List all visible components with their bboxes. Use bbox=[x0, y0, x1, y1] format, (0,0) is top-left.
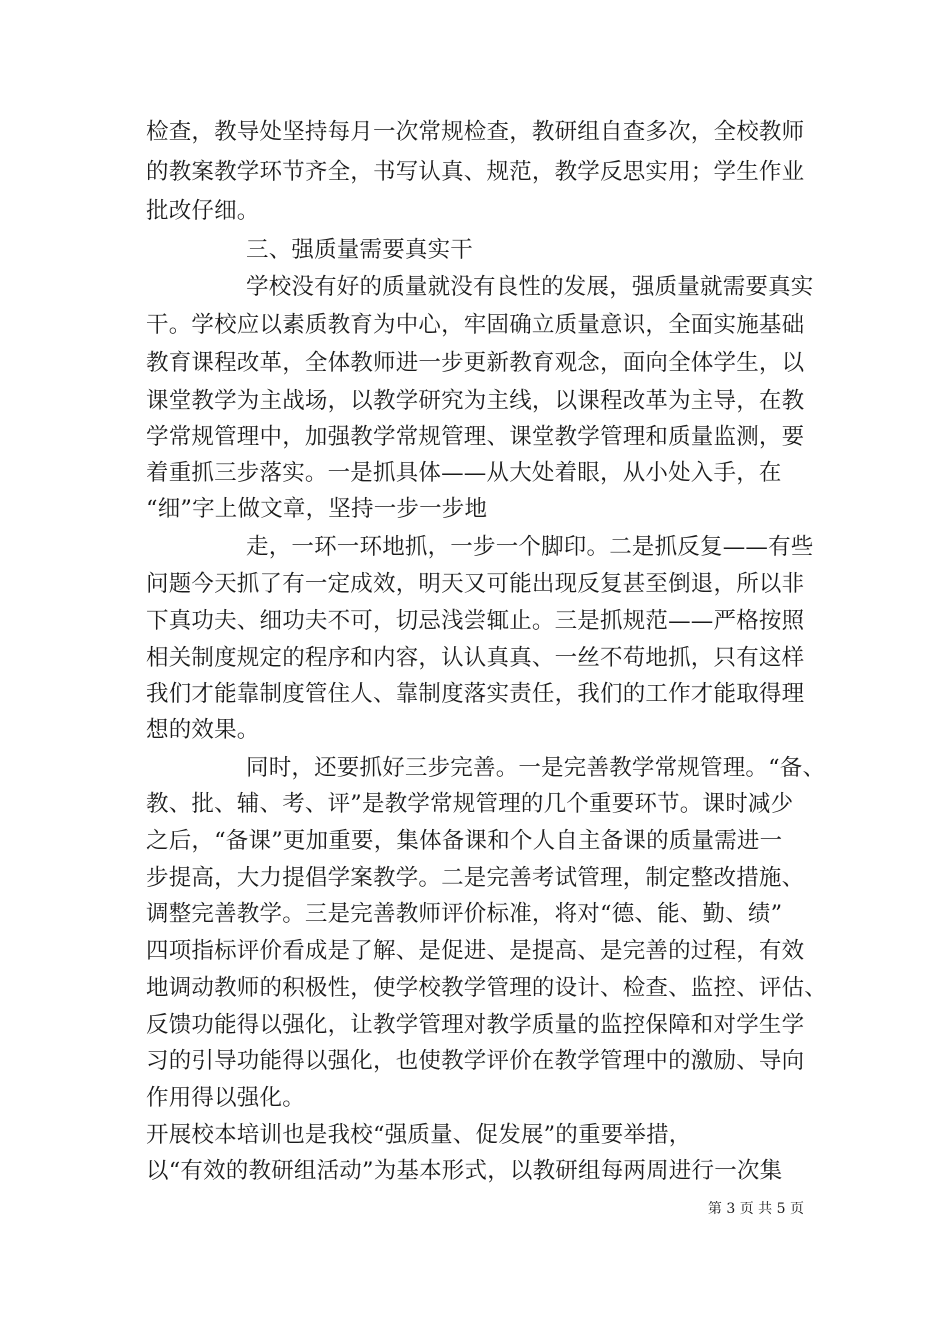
page-number: 第 3 页 共 5 页 bbox=[707, 1201, 804, 1217]
body-line: 走，一环一环地抓，一步一个脚印。二是抓反复——有些 bbox=[246, 534, 814, 560]
body-line: 同时，还要抓好三步完善。一是完善教学常规管理。“备、 bbox=[246, 755, 826, 781]
body-line: 检查，教导处坚持每月一次常规检查，教研组自查多次，全校教师 bbox=[146, 119, 805, 145]
body-line: 开展校本培训也是我校“强质量、促发展”的重要举措， bbox=[146, 1122, 692, 1148]
body-line: 学常规管理中，加强教学常规管理、课堂教学管理和质量监测，要 bbox=[146, 424, 805, 450]
section-heading: 三、强质量需要真实干 bbox=[246, 237, 474, 263]
body-line: 调整完善教学。三是完善教师评价标准，将对“德、能、勤、绩” bbox=[146, 901, 783, 927]
body-line: “细”字上做文章，坚持一步一步地 bbox=[146, 496, 488, 522]
body-line: 学校没有好的质量就没有良性的发展，强质量就需要真实 bbox=[246, 274, 814, 300]
body-line: 四项指标评价看成是了解、是促进、是提高、是完善的过程，有效 bbox=[146, 938, 805, 964]
body-line: 教、批、辅、考、评”是教学常规管理的几个重要环节。课时减少 bbox=[146, 791, 794, 817]
body-line: 我们才能靠制度管住人、靠制度落实责任，我们的工作才能取得理 bbox=[146, 681, 805, 707]
body-line: 课堂教学为主战场，以教学研究为主线，以课程改革为主导，在教 bbox=[146, 388, 805, 414]
body-line: 相关制度规定的程序和内容，认认真真、一丝不苟地抓，只有这样 bbox=[146, 645, 805, 671]
body-line: 教育课程改革，全体教师进一步更新教育观念，面向全体学生，以 bbox=[146, 350, 805, 376]
body-line: 反馈功能得以强化，让教学管理对教学质量的监控保障和对学生学 bbox=[146, 1012, 805, 1038]
body-line: 地调动教师的积极性，使学校教学管理的设计、检查、监控、评估、 bbox=[146, 975, 828, 1001]
body-line: 之后，“备课”更加重要，集体备课和个人自主备课的质量需进一 bbox=[146, 828, 783, 854]
body-line: 想的效果。 bbox=[146, 717, 260, 743]
body-line: 作用得以强化。 bbox=[146, 1085, 305, 1111]
body-line: 问题今天抓了有一定成效，明天又可能出现反复甚至倒退，所以非 bbox=[146, 571, 805, 597]
body-line: 以“有效的教研组活动”为基本形式，以教研组每两周进行一次集 bbox=[146, 1158, 783, 1184]
body-line: 习的引导功能得以强化，也使教学评价在教学管理中的激励、导向 bbox=[146, 1048, 805, 1074]
body-line: 着重抓三步落实。一是抓具体——从大处着眼，从小处入手，在 bbox=[146, 460, 782, 486]
body-line: 的教案教学环节齐全，书写认真、规范，教学反思实用；学生作业 bbox=[146, 159, 805, 185]
body-line: 步提高，大力提倡学案教学。二是完善考试管理，制定整改措施、 bbox=[146, 865, 805, 891]
body-line: 下真功夫、细功夫不可，切忌浅尝辄止。三是抓规范——严格按照 bbox=[146, 608, 805, 634]
body-line: 干。学校应以素质教育为中心，牢固确立质量意识，全面实施基础 bbox=[146, 312, 805, 338]
body-line: 批改仔细。 bbox=[146, 198, 260, 224]
